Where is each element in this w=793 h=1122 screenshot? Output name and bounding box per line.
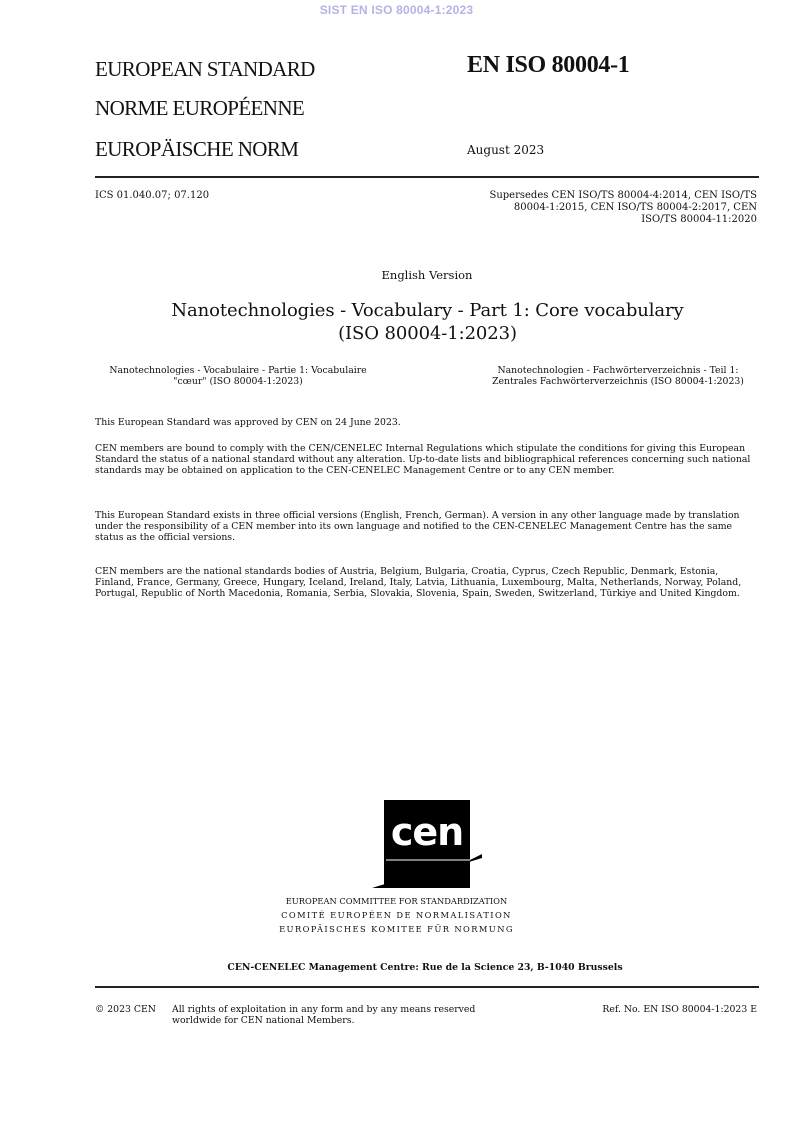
- org-name-de: EUROPÄISCHES KOMITEE FÜR NORMUNG: [279, 924, 514, 934]
- ics-code: ICS 01.040.07; 07.120: [95, 190, 210, 201]
- document-title-line: (ISO 80004-1:2023): [338, 323, 517, 344]
- supersedes-line: Supersedes CEN ISO/TS 80004-4:2014, CEN ISO/TS: [489, 190, 757, 201]
- rights-line: worldwide for CEN national Members.: [172, 1015, 355, 1026]
- footer-rule: [95, 986, 759, 988]
- header-rule: [95, 176, 759, 178]
- watermark: SIST EN ISO 80004-1:2023: [319, 3, 474, 17]
- copyright: © 2023 CEN: [95, 1004, 156, 1015]
- cen-logo-icon: [372, 800, 482, 890]
- supersedes-line: 80004-1:2015, CEN ISO/TS 80004-2:2017, CEN: [513, 202, 757, 213]
- french-title-line: Nanotechnologies - Vocabulaire - Partie 1: Vocabulaire: [109, 365, 367, 376]
- org-name-en: EUROPEAN COMMITTEE FOR STANDARDIZATION: [285, 896, 508, 906]
- compliance-paragraph: CEN members are bound to comply with the CEN/CENELEC Internal Regulations which stipulate the conditions for giving this European Standard the status of a national standard without any alteration. Up-to-date lists and bibliographical references concerning such national standards may be obtained on application to the CEN-CENELEC Management Centre or to any CEN member.: [95, 443, 751, 476]
- org-name-fr: COMITÉ EUROPÉEN DE NORMALISATION: [281, 910, 512, 920]
- versions-paragraph: This European Standard exists in three official versions (English, French, German). A version in any other language made by translation under the responsibility of a CEN member into its own language and notified to the CEN-CENELEC Management Centre has the same status as the official versions.: [95, 510, 740, 543]
- title-de: EUROPÄISCHE NORM: [95, 137, 299, 161]
- title-fr: NORME EUROPÉENNE: [95, 96, 305, 120]
- cen-logo-text: cen: [390, 810, 464, 854]
- french-title: [90, 365, 386, 387]
- members-paragraph: CEN members are the national standards bodies of Austria, Belgium, Bulgaria, Croatia, Cyprus, Czech Republic, Denmark, Estonia, Finland, France, Germany, Greece, Hungary, Iceland, Ireland, Italy, Latvia, Lithuania, Luxembourg, Malta, Netherlands, Norway, Poland, Portugal, Republic of North Macedonia, Romania, Serbia, Slovakia, Slovenia, Spain, Sweden, Switzerland, Türkiye and United Kingdom.: [95, 566, 742, 599]
- document-title-line: Nanotechnologies - Vocabulary - Part 1: Core vocabulary: [171, 300, 684, 321]
- management-centre-address: CEN-CENELEC Management Centre: Rue de la Science 23, B-1040 Brussels: [227, 962, 623, 973]
- rights-line: All rights of exploitation in any form and by any means reserved: [172, 1004, 476, 1015]
- approval-paragraph: This European Standard was approved by CEN on 24 June 2023.: [95, 417, 401, 428]
- document-title: [95, 299, 760, 345]
- french-title-line: "cœur" (ISO 80004-1:2023): [173, 376, 303, 387]
- version-label: English Version: [381, 268, 473, 282]
- supersedes-block: [420, 190, 757, 226]
- german-title: [468, 365, 768, 387]
- german-title-line: Nanotechnologien - Fachwörterverzeichnis - Teil 1:: [497, 365, 739, 376]
- supersedes-line: ISO/TS 80004-11:2020: [641, 214, 757, 225]
- german-title-line: Zentrales Fachwörterverzeichnis (ISO 80004-1:2023): [492, 376, 744, 387]
- reference-number: Ref. No. EN ISO 80004-1:2023 E: [602, 1004, 757, 1015]
- standard-number: EN ISO 80004-1: [467, 52, 630, 78]
- rights-statement: [172, 1004, 475, 1026]
- publication-date: August 2023: [467, 143, 545, 157]
- title-en: EUROPEAN STANDARD: [95, 57, 315, 81]
